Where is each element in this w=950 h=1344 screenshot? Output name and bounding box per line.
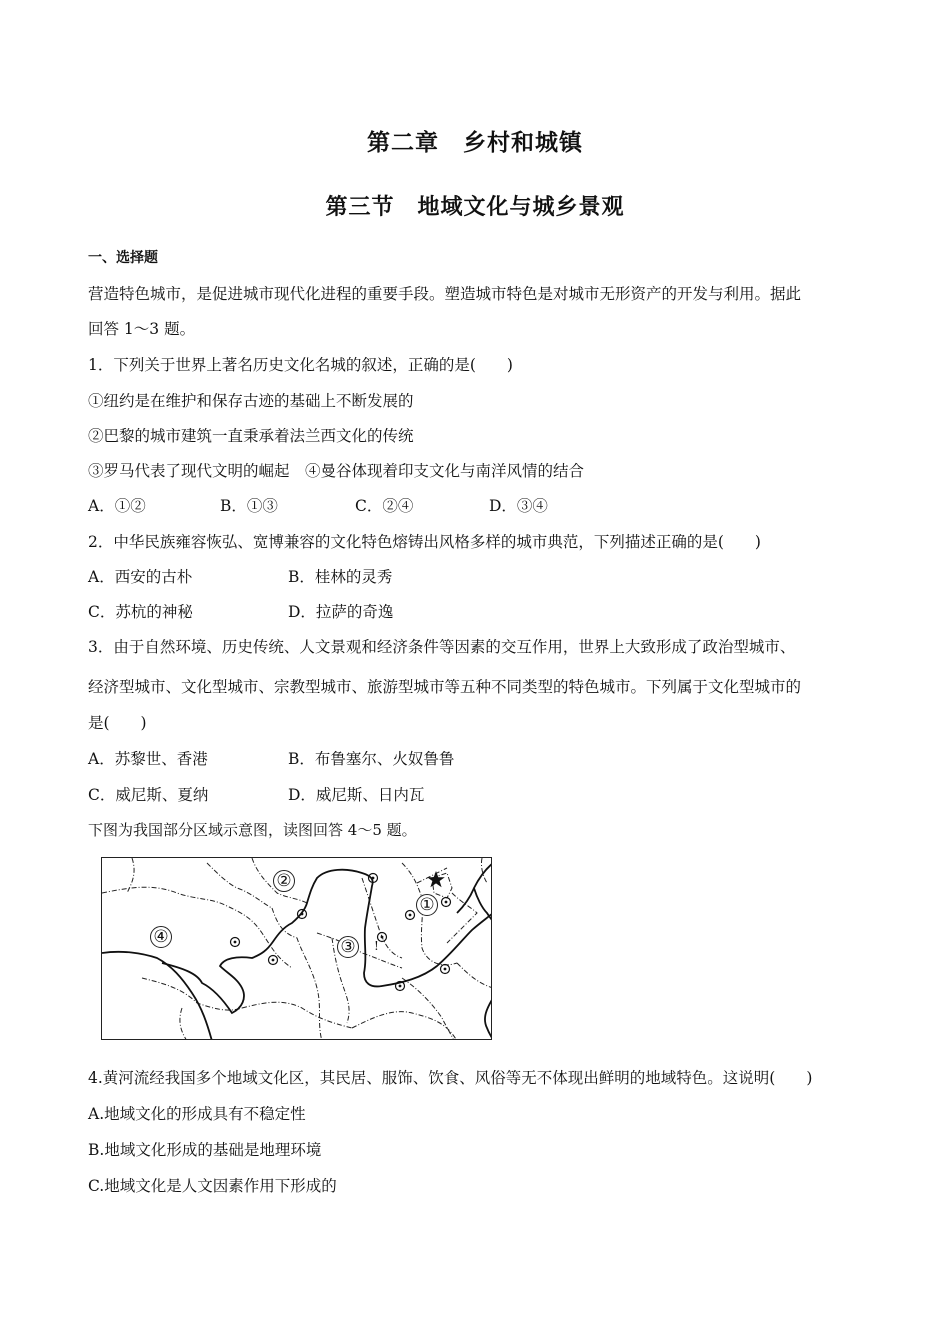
- capital-star-icon: [427, 871, 445, 887]
- question-1-option-b: B．①③: [220, 497, 278, 515]
- question-3-option-a: A．苏黎世、香港: [88, 750, 208, 768]
- question-3-stem-line1: 3．由于自然环境、历史传统、人文景观和经济条件等因素的交互作用，世界上大致形成了政治型城市、: [88, 638, 796, 656]
- question-2-option-b: B．桂林的灵秀: [288, 568, 393, 586]
- question-4-stem: 4.黄河流经我国多个地域文化区，其民居、服饰、饮食、风俗等无不体现出鲜明的地域特色。这说明( ): [88, 1069, 813, 1087]
- question-1-statement-1: ①纽约是在维护和保存古迹的基础上不断发展的: [88, 392, 414, 410]
- question-1-option-a: A．①②: [88, 497, 146, 515]
- map-lines: [102, 858, 492, 1040]
- question-3-stem-line2: 经济型城市、文化型城市、宗教型城市、旅游型城市等五种不同类型的特色城市。下列属于文化型城市的: [88, 678, 802, 696]
- question-3-option-c: C．威尼斯、夏纳: [88, 786, 209, 804]
- question-1-statement-2: ②巴黎的城市建筑一直秉承着法兰西文化的传统: [88, 427, 414, 445]
- question-2-option-c: C．苏杭的神秘: [88, 603, 193, 621]
- chapter-title: 第二章 乡村和城镇: [367, 130, 583, 156]
- question-1-option-c: C．②④: [355, 497, 414, 515]
- city-dot-icon: [231, 874, 451, 991]
- question-4-option-a: A.地域文化的形成具有不稳定性: [88, 1105, 306, 1123]
- question-3-option-d: D．威尼斯、日内瓦: [288, 786, 425, 804]
- map-intro-text: 下图为我国部分区域示意图，读图回答 4～5 题。: [88, 821, 417, 839]
- question-2-option-a: A．西安的古朴: [88, 568, 193, 586]
- intro-text-line1: 营造特色城市，是促进城市现代化进程的重要手段。塑造城市特色是对城市无形资产的开发与利用。据此: [88, 285, 802, 303]
- region-map: [101, 857, 492, 1040]
- question-4-option-c: C.地域文化是人文因素作用下形成的: [88, 1177, 337, 1195]
- region-label-3: ③: [337, 936, 359, 958]
- intro-text-line2: 回答 1～3 题。: [88, 320, 196, 338]
- question-1-statement-3: ③罗马代表了现代文明的崛起 ④曼谷体现着印支文化与南洋风情的结合: [88, 462, 585, 480]
- region-label-2: ②: [273, 870, 295, 892]
- section-title: 第三节 地域文化与城乡景观: [325, 195, 625, 220]
- question-3-option-b: B．布鲁塞尔、火奴鲁鲁: [288, 750, 455, 768]
- question-2-stem: 2．中华民族雍容恢弘、宽博兼容的文化特色熔铸出风格多样的城市典范，下列描述正确的是( ): [88, 533, 761, 551]
- question-3-stem-line3: 是( ): [88, 714, 147, 732]
- svg-text:!: !: [374, 939, 379, 953]
- region-label-1: ①: [416, 894, 438, 916]
- question-1-stem: 1．下列关于世界上著名历史文化名城的叙述，正确的是( ): [88, 356, 513, 374]
- region-label-4: ④: [150, 926, 172, 948]
- question-4-option-b: B.地域文化形成的基础是地理环境: [88, 1141, 322, 1159]
- part-heading: 一、选择题: [88, 250, 158, 266]
- question-2-option-d: D．拉萨的奇逸: [288, 603, 394, 621]
- question-1-option-d: D．③④: [489, 497, 548, 515]
